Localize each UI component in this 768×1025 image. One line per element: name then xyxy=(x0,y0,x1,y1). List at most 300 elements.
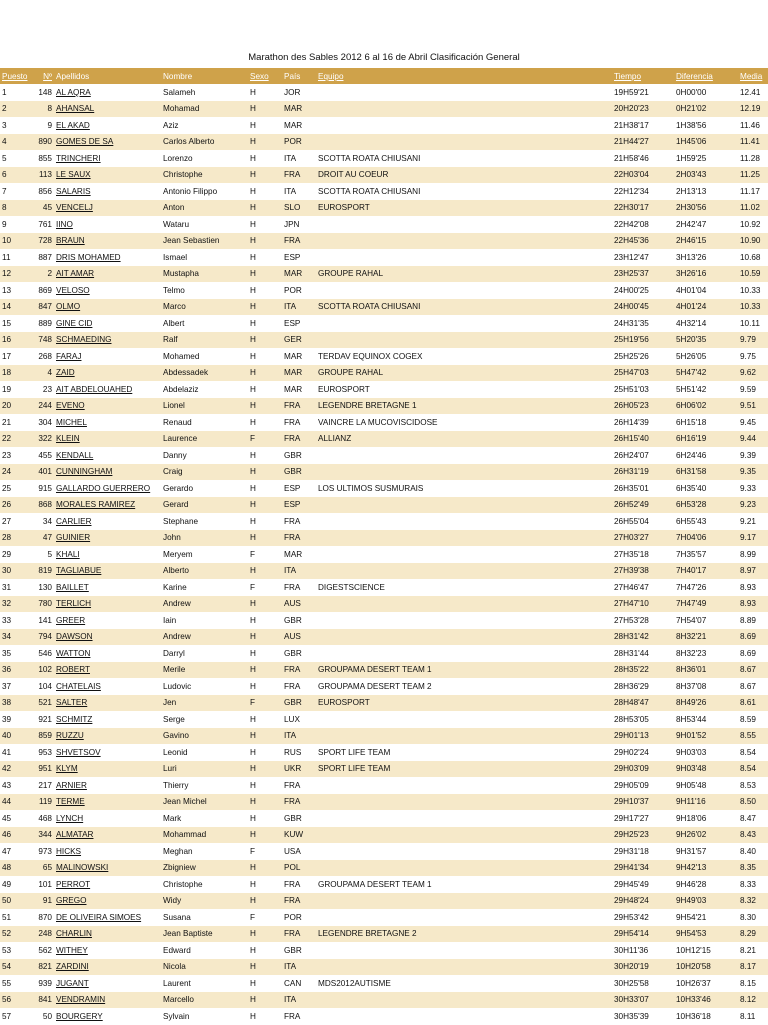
cell-diferencia: 1H45'06 xyxy=(674,134,738,151)
cell-equipo: SPORT LIFE TEAM xyxy=(318,747,391,757)
cell-puesto: 54 xyxy=(0,959,30,976)
cell-tiempo: 23H12'47 xyxy=(614,252,649,262)
cell-tiempo: 24H00'25 xyxy=(614,285,649,295)
cell-tiempo: 23H25'37 xyxy=(612,266,674,283)
cell-puesto: 33 xyxy=(2,615,12,625)
cell-apellidos[interactable]: BRAUN xyxy=(54,233,161,250)
table-row xyxy=(0,612,768,629)
table-row xyxy=(0,645,768,662)
cell-apellidos[interactable]: ROBERT xyxy=(54,662,161,679)
cell-nombre: Stephane xyxy=(163,516,199,526)
cell-equipo: SCOTTA ROATA CHIUSANI xyxy=(316,299,612,316)
cell-pais: ESP xyxy=(284,318,301,328)
cell-media: 9.79 xyxy=(738,332,768,349)
cell-nombre: Abdelaziz xyxy=(163,384,199,394)
cell-nombre: Luri xyxy=(161,761,248,778)
cell-nombre: Jean Michel xyxy=(161,794,248,811)
col-header-media[interactable]: Media xyxy=(738,68,768,84)
cell-puesto: 36 xyxy=(0,662,30,679)
cell-equipo xyxy=(316,596,612,613)
cell-sexo: H xyxy=(250,252,256,262)
cell-diferencia: 8H37'08 xyxy=(676,681,707,691)
cell-apellidos[interactable]: LYNCH xyxy=(56,813,84,823)
cell-diferencia: 9H31'57 xyxy=(676,846,707,856)
col-header-diferencia[interactable]: Diferencia xyxy=(674,68,738,84)
page-title: Marathon des Sables 2012 6 al 16 de Abril Clasificación General xyxy=(248,52,520,63)
cell-nombre: Gerard xyxy=(161,497,248,514)
cell-apellidos[interactable]: ALMATAR xyxy=(54,827,161,844)
cell-equipo xyxy=(316,629,612,646)
cell-diferencia: 4H01'24 xyxy=(674,299,738,316)
cell-sexo: H xyxy=(250,714,256,724)
col-header-numero[interactable]: Nº xyxy=(30,68,54,84)
cell-apellidos[interactable]: ZARDINI xyxy=(54,959,161,976)
cell-apellidos[interactable]: HICKS xyxy=(56,846,82,856)
cell-nombre: Christophe xyxy=(161,167,248,184)
cell-apellidos[interactable]: JUGANT xyxy=(56,978,89,988)
cell-pais: GBR xyxy=(282,695,316,712)
cell-puesto: 34 xyxy=(0,629,30,646)
cell-tiempo: 25H47'03 xyxy=(612,365,674,382)
cell-tiempo: 29H02'24 xyxy=(614,747,649,757)
cell-numero: 761 xyxy=(38,219,52,229)
cell-nombre: Anton xyxy=(161,200,248,217)
cell-apellidos[interactable]: SALARIS xyxy=(56,186,91,196)
cell-sexo: F xyxy=(248,695,282,712)
cell-diferencia: 7H04'06 xyxy=(674,530,738,547)
cell-tiempo: 29H25'23 xyxy=(612,827,674,844)
cell-pais: ITA xyxy=(282,728,316,745)
cell-puesto: 18 xyxy=(0,365,30,382)
cell-nombre: Thierry xyxy=(163,780,189,790)
cell-pais: ITA xyxy=(282,299,316,316)
cell-diferencia: 8H36'01 xyxy=(674,662,738,679)
cell-apellidos[interactable]: TERME xyxy=(54,794,161,811)
cell-diferencia: 9H49'03 xyxy=(674,893,738,910)
cell-media: 10.33 xyxy=(738,299,768,316)
cell-tiempo: 29H41'34 xyxy=(612,860,674,877)
cell-apellidos[interactable]: KENDALL xyxy=(56,450,94,460)
cell-media: 9.45 xyxy=(740,417,756,427)
cell-diferencia: 2H13'13 xyxy=(676,186,707,196)
cell-numero: 748 xyxy=(30,332,54,349)
cell-apellidos[interactable]: PERROT xyxy=(56,879,91,889)
cell-sexo: H xyxy=(248,266,282,283)
cell-pais: FRA xyxy=(284,681,301,691)
cell-diferencia: 7H40'17 xyxy=(674,563,738,580)
cell-apellidos[interactable]: BOURGERY xyxy=(56,1011,103,1021)
cell-pais: USA xyxy=(284,846,301,856)
table-row xyxy=(0,431,768,448)
cell-apellidos[interactable]: MALINOWSKI xyxy=(54,860,161,877)
cell-nombre: Alberto xyxy=(161,563,248,580)
cell-puesto: 21 xyxy=(2,417,12,427)
cell-sexo: H xyxy=(248,398,282,415)
cell-apellidos[interactable]: CHATELAIS xyxy=(56,681,101,691)
cell-equipo: SCOTTA ROATA CHIUSANI xyxy=(318,186,421,196)
cell-numero: 47 xyxy=(30,530,54,547)
cell-apellidos[interactable]: KLYM xyxy=(54,761,161,778)
cell-pais: MAR xyxy=(282,266,316,283)
cell-sexo: H xyxy=(248,629,282,646)
cell-equipo: SPORT LIFE TEAM xyxy=(316,761,612,778)
table-row xyxy=(0,579,768,596)
cell-nombre: Meghan xyxy=(163,846,193,856)
cell-numero: 915 xyxy=(38,483,52,493)
cell-apellidos[interactable]: AL AQRA xyxy=(56,87,91,97)
cell-sexo: H xyxy=(248,992,282,1009)
cell-nombre: Aziz xyxy=(163,120,179,130)
cell-diferencia: 9H46'28 xyxy=(676,879,707,889)
cell-media: 8.29 xyxy=(738,926,768,943)
cell-equipo xyxy=(316,992,612,1009)
cell-equipo: EUROSPORT xyxy=(316,695,612,712)
cell-apellidos[interactable]: GUINIER xyxy=(54,530,161,547)
cell-puesto: 6 xyxy=(0,167,30,184)
results-table xyxy=(0,68,768,1025)
cell-apellidos[interactable]: RUZZU xyxy=(54,728,161,745)
cell-apellidos[interactable]: SHVETSOV xyxy=(56,747,101,757)
table-row xyxy=(0,794,768,811)
cell-tiempo: 22H03'04 xyxy=(612,167,674,184)
cell-media: 8.67 xyxy=(740,681,756,691)
cell-media: 9.33 xyxy=(740,483,756,493)
table-row xyxy=(0,530,768,547)
cell-puesto: 38 xyxy=(0,695,30,712)
cell-nombre: Iain xyxy=(163,615,177,625)
cell-apellidos[interactable]: WITHEY xyxy=(56,945,88,955)
cell-numero: 821 xyxy=(30,959,54,976)
cell-media: 8.32 xyxy=(738,893,768,910)
cell-diferencia: 7H54'07 xyxy=(676,615,707,625)
cell-puesto: 13 xyxy=(2,285,12,295)
cell-numero: 868 xyxy=(30,497,54,514)
cell-tiempo: 22H45'36 xyxy=(612,233,674,250)
cell-media: 9.75 xyxy=(740,351,756,361)
cell-apellidos[interactable]: LE SAUX xyxy=(54,167,161,184)
cell-media: 8.69 xyxy=(740,648,756,658)
cell-tiempo: 28H35'22 xyxy=(612,662,674,679)
cell-numero: 113 xyxy=(30,167,54,184)
cell-numero: 9 xyxy=(47,120,52,130)
table-row xyxy=(0,249,768,266)
cell-equipo: GROUPAMA DESERT TEAM 1 xyxy=(316,662,612,679)
cell-diferencia: 9H42'13 xyxy=(674,860,738,877)
cell-apellidos[interactable]: KHALI xyxy=(56,549,80,559)
cell-sexo: H xyxy=(250,747,256,757)
cell-apellidos[interactable]: GOMES DE SA xyxy=(54,134,161,151)
cell-nombre: Salameh xyxy=(163,87,196,97)
cell-nombre: Lorenzo xyxy=(163,153,193,163)
cell-apellidos[interactable]: BAILLET xyxy=(56,582,89,592)
cell-pais: FRA xyxy=(282,431,316,448)
cell-diferencia: 4H01'04 xyxy=(676,285,707,295)
cell-pais: AUS xyxy=(282,629,316,646)
cell-apellidos[interactable]: IINO xyxy=(56,219,73,229)
cell-puesto: 45 xyxy=(2,813,12,823)
cell-media: 11.17 xyxy=(740,186,760,196)
cell-media: 11.41 xyxy=(738,134,768,151)
table-row xyxy=(0,183,768,200)
cell-sexo: H xyxy=(250,780,256,790)
cell-apellidos[interactable]: EVENO xyxy=(54,398,161,415)
cell-apellidos[interactable]: OLMO xyxy=(54,299,161,316)
cell-sexo: H xyxy=(248,332,282,349)
col-header-apellidos: Apellidos xyxy=(54,68,161,84)
cell-sexo: H xyxy=(250,879,256,889)
cell-puesto: 28 xyxy=(0,530,30,547)
cell-pais: MAR xyxy=(282,365,316,382)
cell-sexo: H xyxy=(248,134,282,151)
cell-apellidos[interactable]: TERLICH xyxy=(54,596,161,613)
cell-tiempo: 25H25'26 xyxy=(614,351,649,361)
cell-apellidos[interactable]: DE OLIVEIRA SIMOES xyxy=(56,912,142,922)
cell-puesto: 17 xyxy=(2,351,12,361)
cell-apellidos[interactable]: TRINCHERI xyxy=(56,153,101,163)
cell-apellidos[interactable]: DRIS MOHAMED xyxy=(56,252,121,262)
cell-media: 8.89 xyxy=(740,615,756,625)
cell-nombre: Zbigniew xyxy=(161,860,248,877)
cell-equipo: TERDAV EQUINOX COGEX xyxy=(318,351,423,361)
cell-apellidos[interactable]: CARLIER xyxy=(56,516,92,526)
cell-media: 9.44 xyxy=(738,431,768,448)
cell-media: 8.54 xyxy=(740,747,756,757)
cell-puesto: 37 xyxy=(2,681,12,691)
cell-puesto: 16 xyxy=(0,332,30,349)
cell-apellidos[interactable]: SCHMAEDING xyxy=(54,332,161,349)
cell-diferencia: 2H46'15 xyxy=(674,233,738,250)
cell-media: 8.93 xyxy=(738,596,768,613)
cell-puesto: 46 xyxy=(0,827,30,844)
cell-apellidos[interactable]: TAGLIABUE xyxy=(54,563,161,580)
cell-tiempo: 26H35'01 xyxy=(614,483,649,493)
cell-equipo xyxy=(316,282,612,299)
cell-pais: MAR xyxy=(282,101,316,118)
cell-media: 8.35 xyxy=(738,860,768,877)
cell-puesto: 57 xyxy=(2,1011,12,1021)
cell-tiempo: 30H20'19 xyxy=(612,959,674,976)
cell-nombre: Ismael xyxy=(163,252,188,262)
cell-media: 11.28 xyxy=(740,153,760,163)
table-row xyxy=(0,299,768,316)
cell-tiempo: 19H59'21 xyxy=(614,87,649,97)
cell-pais: ESP xyxy=(282,497,316,514)
table-row xyxy=(0,332,768,349)
cell-numero: 939 xyxy=(38,978,52,988)
cell-puesto: 49 xyxy=(2,879,12,889)
cell-pais: FRA xyxy=(282,233,316,250)
cell-tiempo: 22H12'34 xyxy=(614,186,649,196)
cell-sexo: H xyxy=(248,827,282,844)
cell-nombre: Edward xyxy=(163,945,191,955)
cell-apellidos[interactable]: SCHMITZ xyxy=(56,714,93,724)
col-header-sexo[interactable]: Sexo xyxy=(248,68,282,84)
cell-sexo: H xyxy=(248,860,282,877)
cell-equipo: DROIT AU COEUR xyxy=(316,167,612,184)
cell-apellidos[interactable]: KLEIN xyxy=(54,431,161,448)
cell-apellidos[interactable]: ZAID xyxy=(54,365,161,382)
cell-sexo: H xyxy=(250,813,256,823)
cell-apellidos[interactable]: GREGO xyxy=(54,893,161,910)
cell-nombre: Abdessadek xyxy=(161,365,248,382)
cell-nombre: Laurent xyxy=(163,978,191,988)
cell-sexo: H xyxy=(250,186,256,196)
table-row xyxy=(0,117,768,134)
cell-equipo xyxy=(316,117,612,134)
table-row xyxy=(0,167,768,184)
cell-equipo xyxy=(316,134,612,151)
cell-apellidos[interactable]: VENCELJ xyxy=(54,200,161,217)
cell-media: 10.68 xyxy=(740,252,761,262)
cell-tiempo: 25H19'56 xyxy=(612,332,674,349)
cell-apellidos[interactable]: FARAJ xyxy=(56,351,82,361)
cell-numero: 268 xyxy=(38,351,52,361)
cell-equipo xyxy=(316,84,612,101)
cell-nombre: Meryem xyxy=(163,549,193,559)
cell-apellidos[interactable]: VELOSO xyxy=(56,285,90,295)
cell-equipo xyxy=(316,216,612,233)
cell-nombre: Lionel xyxy=(161,398,248,415)
cell-sexo: F xyxy=(248,431,282,448)
cell-nombre: Serge xyxy=(163,714,185,724)
cell-sexo: H xyxy=(250,483,256,493)
table-row xyxy=(0,546,768,563)
cell-sexo: F xyxy=(250,912,256,922)
cell-apellidos[interactable]: DAWSON xyxy=(54,629,161,646)
cell-equipo xyxy=(316,530,612,547)
cell-apellidos[interactable]: GINE CID xyxy=(56,318,93,328)
cell-apellidos[interactable]: SALTER xyxy=(54,695,161,712)
cell-media: 8.53 xyxy=(740,780,756,790)
cell-apellidos[interactable]: CHARLIN xyxy=(54,926,161,943)
cell-diferencia: 9H18'06 xyxy=(676,813,707,823)
cell-sexo: H xyxy=(248,959,282,976)
table-row xyxy=(0,843,768,860)
cell-apellidos[interactable]: WATTON xyxy=(56,648,91,658)
table-row xyxy=(0,266,768,283)
cell-sexo: H xyxy=(248,662,282,679)
table-row xyxy=(0,761,768,778)
cell-numero: 101 xyxy=(38,879,52,889)
cell-equipo xyxy=(316,546,612,563)
cell-equipo xyxy=(316,959,612,976)
cell-nombre: Merile xyxy=(161,662,248,679)
cell-tiempo: 26H52'49 xyxy=(612,497,674,514)
cell-media: 10.90 xyxy=(738,233,768,250)
cell-numero: 870 xyxy=(38,912,52,922)
cell-media: 9.51 xyxy=(738,398,768,415)
cell-nombre: Christophe xyxy=(163,879,203,889)
cell-apellidos[interactable]: EL AKAD xyxy=(56,120,90,130)
cell-tiempo: 29H53'42 xyxy=(614,912,649,922)
cell-apellidos[interactable]: GALLARDO GUERRERO xyxy=(56,483,151,493)
cell-media: 9.17 xyxy=(738,530,768,547)
cell-diferencia: 6H35'40 xyxy=(676,483,707,493)
cell-puesto: 31 xyxy=(2,582,12,592)
cell-equipo xyxy=(316,827,612,844)
table-row xyxy=(0,596,768,613)
cell-equipo: LEGENDRE BRETAGNE 1 xyxy=(316,398,612,415)
cell-puesto: 50 xyxy=(0,893,30,910)
cell-apellidos[interactable]: CUNNINGHAM xyxy=(54,464,161,481)
cell-numero: 841 xyxy=(30,992,54,1009)
cell-media: 9.59 xyxy=(740,384,756,394)
table-row xyxy=(0,150,768,167)
cell-sexo: H xyxy=(250,285,256,295)
cell-sexo: H xyxy=(248,365,282,382)
cell-apellidos[interactable]: MICHEL xyxy=(56,417,87,427)
cell-equipo xyxy=(316,464,612,481)
cell-diferencia: 1H38'56 xyxy=(676,120,707,130)
cell-nombre: Carlos Alberto xyxy=(161,134,248,151)
cell-puesto: 48 xyxy=(0,860,30,877)
table-row xyxy=(0,480,768,497)
cell-pais: CAN xyxy=(284,978,302,988)
cell-apellidos[interactable]: ARNIER xyxy=(56,780,87,790)
cell-nombre: Craig xyxy=(161,464,248,481)
cell-nombre: Mustapha xyxy=(161,266,248,283)
cell-apellidos[interactable]: AIT ABDELOUAHED xyxy=(56,384,133,394)
cell-tiempo: 27H53'28 xyxy=(614,615,649,625)
cell-apellidos[interactable]: VENDRAMIN xyxy=(54,992,161,1009)
cell-diferencia: 7H35'57 xyxy=(676,549,707,559)
cell-apellidos[interactable]: AHANSAL xyxy=(54,101,161,118)
cell-puesto: 7 xyxy=(2,186,7,196)
cell-pais: GBR xyxy=(284,450,302,460)
cell-numero: 546 xyxy=(38,648,52,658)
cell-pais: GBR xyxy=(284,945,302,955)
cell-sexo: H xyxy=(250,681,256,691)
cell-pais: MAR xyxy=(284,549,303,559)
cell-puesto: 44 xyxy=(0,794,30,811)
cell-sexo: H xyxy=(250,648,256,658)
cell-nombre: Ludovic xyxy=(163,681,192,691)
cell-sexo: H xyxy=(250,450,256,460)
cell-puesto: 52 xyxy=(0,926,30,943)
cell-numero: 973 xyxy=(38,846,52,856)
cell-apellidos[interactable]: AIT AMAR xyxy=(54,266,161,283)
cell-puesto: 20 xyxy=(0,398,30,415)
cell-sexo: F xyxy=(250,549,256,559)
cell-tiempo: 21H58'46 xyxy=(614,153,649,163)
cell-equipo xyxy=(316,843,612,860)
col-header-puesto[interactable]: Puesto xyxy=(0,68,30,84)
cell-diferencia: 10H33'46 xyxy=(674,992,738,1009)
cell-apellidos[interactable]: MORALES RAMIREZ xyxy=(54,497,161,514)
col-header-tiempo[interactable]: Tiempo xyxy=(612,68,674,84)
cell-pais: MAR xyxy=(284,120,303,130)
cell-puesto: 24 xyxy=(0,464,30,481)
cell-numero: 728 xyxy=(30,233,54,250)
cell-media: 8.30 xyxy=(740,912,756,922)
col-header-nombre: Nombre xyxy=(161,68,248,84)
cell-diferencia: 5H47'42 xyxy=(674,365,738,382)
cell-diferencia: 10H20'58 xyxy=(674,959,738,976)
cell-pais: FRA xyxy=(284,780,301,790)
cell-pais: SLO xyxy=(282,200,316,217)
cell-nombre: Telmo xyxy=(163,285,185,295)
cell-media: 8.15 xyxy=(740,978,756,988)
cell-equipo: ALLIANZ xyxy=(316,431,612,448)
cell-media: 10.92 xyxy=(740,219,761,229)
cell-media: 8.61 xyxy=(738,695,768,712)
cell-puesto: 39 xyxy=(2,714,12,724)
cell-pais: FRA xyxy=(284,582,301,592)
cell-media: 9.21 xyxy=(740,516,756,526)
col-header-equipo[interactable]: Equipo xyxy=(316,68,612,84)
cell-apellidos[interactable]: GREER xyxy=(56,615,86,625)
cell-sexo: F xyxy=(250,582,256,592)
